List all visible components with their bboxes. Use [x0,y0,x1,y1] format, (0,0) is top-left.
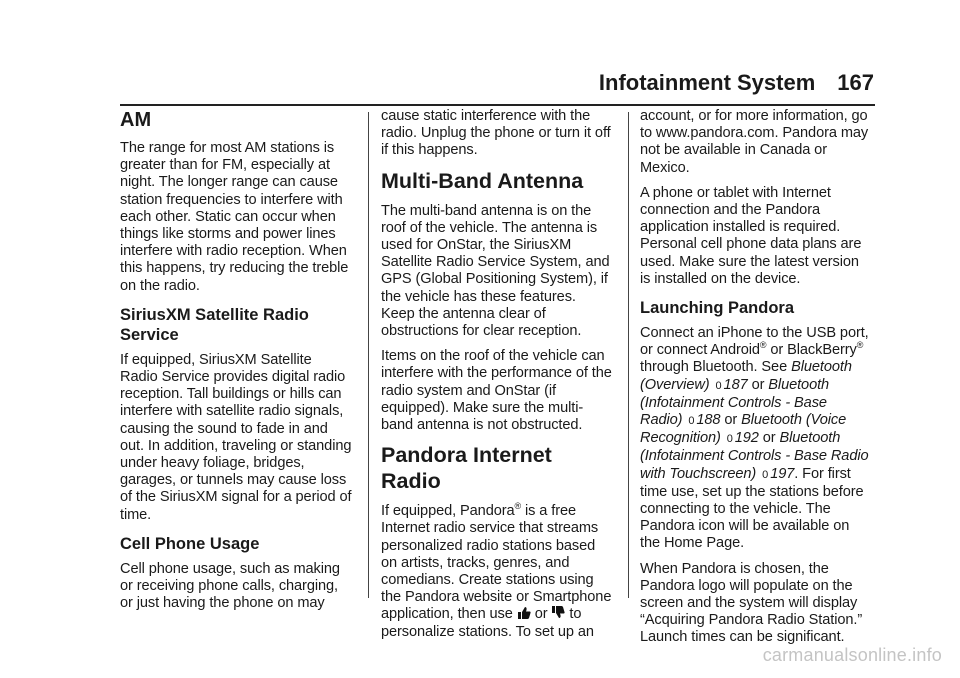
ref-page-197[interactable]: 197 [770,465,795,482]
launch-or: or [720,412,742,429]
ref-page-192[interactable]: 192 [734,430,759,447]
thumbs-down-icon [551,606,565,619]
page-ref-arrow-icon: 0 [715,379,722,392]
ref-bluetooth-voice[interactable]: Bluetooth (Voice Recognition) [640,412,847,447]
launch-t4: . For first time use, set up the stations before connecting to the vehicle. The Pandora icon will be available on the Home Page. [640,465,864,552]
pandora-text-c: to personalize stations. To set up an [381,606,594,640]
ref-page-187[interactable]: 187 [723,376,748,393]
page-ref-arrow-icon: 0 [726,433,733,446]
column-divider [368,112,369,598]
launch-t1: Connect an iPhone to the USB port, or connect Android [640,325,869,359]
pandora-text-b: is a free Internet radio service that streams personalized radio stations based on artists, tracks, genres, and comedians. Create stations using the Pandora website or Smartphone application, then use [381,503,612,623]
registered-mark: ® [856,340,864,351]
column-1 [120,108,352,620]
ref-bluetooth-overview[interactable]: Bluetooth (Overview) [640,359,852,393]
registered-mark: ® [759,340,767,351]
multiband-text-1: The multi-band antenna is on the roof of the vehicle. The antenna is used for OnStar, the SiriusXM Satellite Radio Service System, and GPS (Global Positioning System), if the vehicle has these features. Keep the antenna clear of obstructions for clear reception. [381,202,610,340]
launch-or: or [758,430,780,447]
ref-page-188[interactable]: 188 [696,412,721,429]
column-2 [381,108,613,649]
section-title: Infotainment System [598,70,816,95]
page-ref-arrow-icon: 0 [688,415,695,428]
cell-phone-heading: Cell Phone Usage [120,534,260,553]
header-rule [120,104,875,106]
pandora-text-or: or [530,606,552,623]
pandora-text-a: If equipped, Pandora [381,503,515,520]
pandora-heading: Pandora Internet Radio [381,443,552,494]
multiband-text-2: Items on the roof of the vehicle can interfere with the performance of the radio system and OnStar (if equipped). Make sure the multi-band antenna is not obstructed. [381,348,612,434]
page-header [599,70,874,96]
cell-phone-text: Cell phone usage, such as making or receiving phone calls, charging, or just having the phone on may [120,560,340,612]
launch-t3: through Bluetooth. See [640,359,792,376]
sirius-text: If equipped, SiriusXM Satellite Radio Service provides digital radio reception. Tall buildings or hills can interfere with satellite radio signals, causing the sound to fade in and out. In addition, traveling or standing under heavy foliage, bridges, garages, or tunnels may cause loss of the SiriusXM signal for a period of time. [120,351,352,523]
am-heading: AM [120,109,152,131]
thumbs-up-icon [517,606,531,619]
ref-bluetooth-touchscreen[interactable]: Bluetooth (Infotainment Controls - Base Radio with Touchscreen) [640,430,869,482]
pandora-text [381,503,613,641]
watermark: carmanualsonline.info [762,645,942,665]
launching-pandora-heading: Launching Pandora [640,299,795,318]
launch-t2: or BlackBerry [766,342,857,359]
pandora-chosen-text: When Pandora is chosen, the Pandora logo will populate on the screen and the system will display “Acquiring Pandora Radio Station.” Launch times can be significant. [640,560,863,646]
ref-bluetooth-base-radio[interactable]: Bluetooth (Infotainment Controls - Base Radio) [640,376,830,429]
column-divider [628,112,629,598]
cell-phone-continued: cause static interference with the radio. Unplug the phone or turn it off if this happens. [381,108,611,159]
sirius-heading: SiriusXM Satellite Radio Service [120,305,309,344]
launch-or: or [747,376,769,393]
registered-mark: ® [514,501,522,512]
page-ref-arrow-icon: 0 [762,468,769,481]
launching-text [640,325,872,553]
multiband-heading: Multi-Band Antenna [381,168,584,193]
requirements-text: A phone or tablet with Internet connection and the Pandora application installed is required. Personal cell phone data plans are used. Make sure the latest version is installed on the device. [640,184,862,287]
pandora-continued: account, or for more information, go to www.pandora.com. Pandora may not be available in Canada or Mexico. [640,108,869,176]
column-3 [640,108,872,655]
am-text: The range for most AM stations is greater than for FM, especially at night. The longer range can cause station frequencies to interfere with each other. Static can occur when things like storms and power lines interfere with radio reception. When this happens, try reducing the treble on the radio. [120,140,349,294]
page-number: 167 [837,70,874,95]
